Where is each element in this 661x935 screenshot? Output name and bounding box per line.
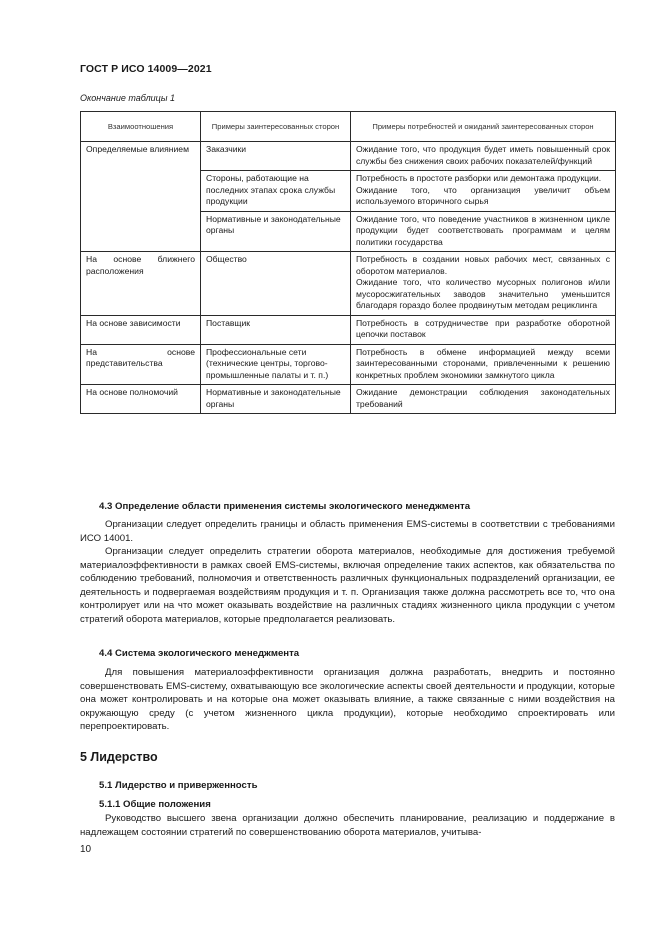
cell-party: Стороны, работающие на последних этапах срока службы продукции xyxy=(201,171,351,212)
cell-needs: Потребность в простоте разборки или демонтажа продукции. Ожидание того, что организация увеличит объем используемого вторичного сырья xyxy=(351,171,616,212)
cell-relationship: Определяемые влиянием xyxy=(81,142,201,252)
column-header-parties: Примеры заинтересованных сторон xyxy=(201,112,351,142)
stakeholder-table xyxy=(80,111,616,414)
table-caption: Окончание таблицы 1 xyxy=(80,93,175,103)
cell-party: Нормативные и законодательные органы xyxy=(201,385,351,414)
column-header-needs: Примеры потребностей и ожиданий заинтересованных сторон xyxy=(351,112,616,142)
section-5-title: 5 Лидерство xyxy=(80,750,158,764)
cell-party: Поставщик xyxy=(201,315,351,344)
page-number: 10 xyxy=(80,844,92,855)
table-row xyxy=(81,385,616,414)
table-row xyxy=(81,344,616,385)
cell-needs: Потребность в сотрудничестве при разработке оборотной цепочки поставок xyxy=(351,315,616,344)
section-4-4-paragraph-1: Для повышения материалоэффективности организация должна разработать, внедрить и постоянно совершенствовать EMS-систему, охватывающую все экологические аспекты своей деятельности и продукции, которые она может контролировать и на которые она может оказывать влияние, а также связанные с ними воздействия на окружающую среду (с учетом жизненного цикла продукции), которые необходимо спроектировать или перепроектировать. xyxy=(80,667,615,732)
section-5-1-title: 5.1 Лидерство и приверженность xyxy=(99,780,258,791)
cell-party: Профессиональные сети (технические центры, торгово-промышленные палаты и т. п.) xyxy=(201,344,351,385)
cell-party: Заказчики xyxy=(201,142,351,171)
cell-relationship: На основе зависимости xyxy=(81,315,201,344)
table-header-row xyxy=(81,112,616,142)
section-4-3-paragraph-2: Организации следует определить стратегии оборота материалов, необходимые для достижения требуемой материалоэффективности в рамках своей EMS-системы, включая определение таких аспектов, как обязательства по соблюдению требований, полномочия и ответственность различных функциональных подразделений организации, ее деятельность и подвергаемая воздействиям продукция и т. п. Организация также должна рассмотреть все то, что она контролирует или на что может оказывать воздействие на различных стадиях жизненного цикла продукции с учетом стратегий оборота материалов, которые предполагается реализовать. xyxy=(80,546,615,625)
column-header-relationship: Взаимоотношения xyxy=(81,112,201,142)
document-code: ГОСТ Р ИСО 14009—2021 xyxy=(80,63,212,75)
table-row xyxy=(81,315,616,344)
cell-needs: Потребность в обмене информацией между всеми заинтересованными сторонами, привлеченными к решению конкретных проблем экономики замкнутого цикла xyxy=(351,344,616,385)
section-4-3-paragraph-1: Организации следует определить границы и область применения EMS-системы в соответствии с требованиями ИСО 14001. xyxy=(80,519,615,544)
cell-relationship: На основе ближнего расположения xyxy=(81,252,201,316)
section-4-4-title: 4.4 Система экологического менеджмента xyxy=(99,648,300,659)
cell-relationship: На основе полномочий xyxy=(81,385,201,414)
cell-needs: Ожидание того, что поведение участников в жизненном цикле продукции будет соответствовать программам и целям политики государства xyxy=(351,211,616,252)
table-row xyxy=(81,252,616,316)
table-row xyxy=(81,142,616,171)
cell-needs: Ожидание того, что продукция будет иметь повышенный срок службы без снижения своих рабочих показателей/функций xyxy=(351,142,616,171)
section-5-1-1-title: 5.1.1 Общие положения xyxy=(99,799,211,810)
section-4-3-title: 4.3 Определение области применения системы экологического менеджмента xyxy=(99,501,471,512)
cell-needs: Потребность в создании новых рабочих мест, связанных с оборотом материалов. Ожидание того, что количество мусорных полигонов и/или мусоросжигательных заводов значительно уменьшится благодаря гораздо более продвинутым методам рециклинга xyxy=(351,252,616,316)
cell-relationship: На основе представительства xyxy=(81,344,201,385)
cell-party: Нормативные и законодательные органы xyxy=(201,211,351,252)
section-5-1-1-paragraph-1: Руководство высшего звена организации должно обеспечить планирование, реализацию и поддержание в надлежащем состоянии стратегий по совершенствованию оборота материалов, учитыва- xyxy=(80,813,615,838)
cell-party: Общество xyxy=(201,252,351,316)
cell-needs: Ожидание демонстрации соблюдения законодательных требований xyxy=(351,385,616,414)
